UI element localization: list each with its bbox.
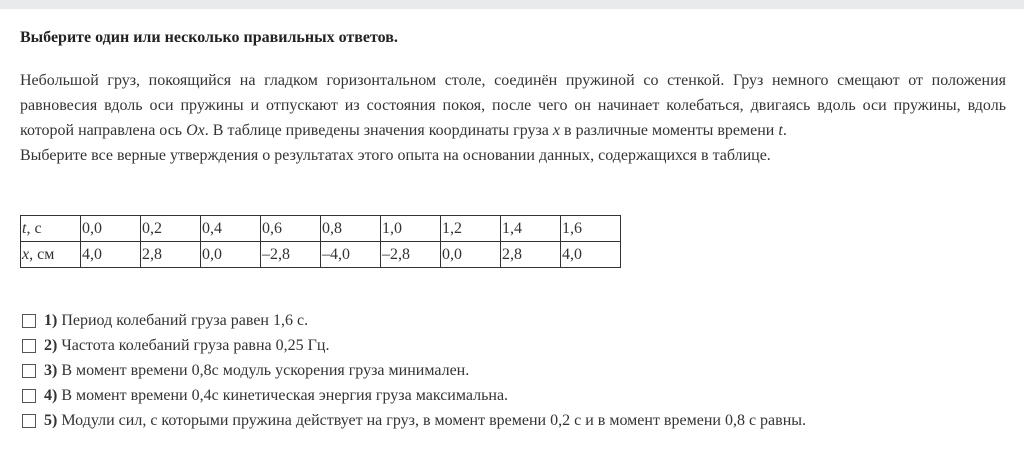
table-cell: 4,0 xyxy=(81,242,141,268)
table-cell: 0,8 xyxy=(321,216,381,242)
option-text: Период колебаний груза равен 1,6 с. xyxy=(61,311,309,329)
option-text: В момент времени 0,8с модуль ускорения груза минимален. xyxy=(61,361,470,379)
answer-checkbox[interactable] xyxy=(22,314,36,328)
task-paragraph-1: Небольшой груз, покоящийся на гладком горизонтальном столе, соединён пружиной со стенкой. Груз немного смещают от положения равновесия вдоль оси пружины и отпускают из состояния покоя, после чего он начинает колебаться, двигаясь вдоль оси пружины, вдоль которой направлена ось Ox. В таблице приведены значения координаты груза x в различные моменты времени t. xyxy=(20,72,1006,139)
table-cell: –2,8 xyxy=(381,242,441,268)
option-text: В момент времени 0,4с кинетическая энергия груза максимальна. xyxy=(61,386,509,404)
answer-options xyxy=(22,308,806,433)
answer-option-2[interactable] xyxy=(22,333,806,358)
option-number: 1) xyxy=(44,311,58,329)
top-bar xyxy=(0,0,1024,9)
table-cell: –2,8 xyxy=(261,242,321,268)
table-cell: 0,6 xyxy=(261,216,321,242)
data-table xyxy=(20,215,621,268)
table-cell: –4,0 xyxy=(321,242,381,268)
task-paragraph-2: Выберите все верные утверждения о результатах этого опыта на основании данных, содержащихся в таблице. xyxy=(20,147,771,164)
table-row-coordinate xyxy=(21,242,621,268)
table-cell: 0,0 xyxy=(201,242,261,268)
answer-option-4[interactable] xyxy=(22,383,806,408)
answer-checkbox[interactable] xyxy=(22,339,36,353)
answer-checkbox[interactable] xyxy=(22,364,36,378)
option-number: 3) xyxy=(44,361,58,379)
answer-option-5[interactable] xyxy=(22,408,806,433)
answer-option-3[interactable] xyxy=(22,358,806,383)
option-text: Модули сил, с которыми пружина действует на груз, в момент времени 0,2 с и в момент времени 0,8 с равны. xyxy=(61,411,807,429)
task-text xyxy=(20,68,1006,168)
table-cell: 1,0 xyxy=(381,216,441,242)
table-cell: 2,8 xyxy=(141,242,201,268)
table-cell: 4,0 xyxy=(561,242,621,268)
option-text: Частота колебаний груза равна 0,25 Гц. xyxy=(61,336,330,354)
table-cell: 2,8 xyxy=(501,242,561,268)
table-row-time xyxy=(21,216,621,242)
table-header-coordinate: x, см xyxy=(21,242,81,268)
table-cell: 0,0 xyxy=(81,216,141,242)
answer-checkbox[interactable] xyxy=(22,389,36,403)
table-header-time: t, с xyxy=(21,216,81,242)
question-block xyxy=(20,28,1006,429)
table-cell: 1,2 xyxy=(441,216,501,242)
table-cell: 0,4 xyxy=(201,216,261,242)
instruction-text: Выберите один или несколько правильных ответов. xyxy=(20,29,398,46)
table-cell: 1,4 xyxy=(501,216,561,242)
option-number: 4) xyxy=(44,386,58,404)
table-cell: 1,6 xyxy=(561,216,621,242)
table-cell: 0,2 xyxy=(141,216,201,242)
answer-option-1[interactable] xyxy=(22,308,806,333)
option-number: 5) xyxy=(44,411,58,429)
answer-checkbox[interactable] xyxy=(22,414,36,428)
option-number: 2) xyxy=(44,336,58,354)
table-cell: 0,0 xyxy=(441,242,501,268)
